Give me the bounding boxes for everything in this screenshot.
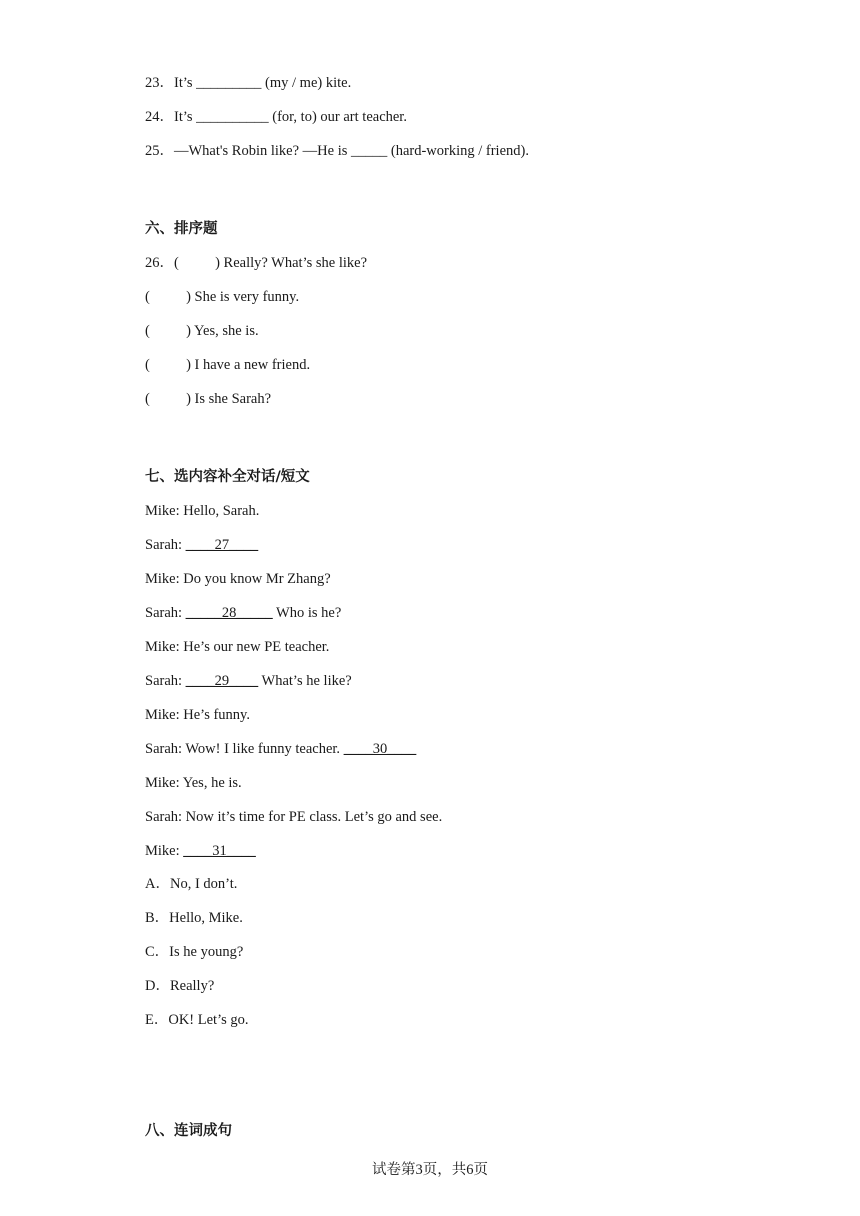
dialogue-line: Mike: Yes, he is. [145,775,242,791]
dialogue-line: Mike: He’s our new PE teacher. [145,639,330,655]
ordering-item-2: ( ) She is very funny. [145,289,300,305]
section-7-heading: 七、选内容补全对话/短文 [145,469,310,485]
question-23: 23．It’s _________ (my / me) kite. [145,75,352,91]
option-b: B．Hello, Mike. [145,910,243,926]
option-e: E．OK! Let’s go. [145,1012,249,1028]
blank-31: ____31____ [183,843,256,859]
dialogue-line: Mike: He’s funny. [145,707,250,723]
ordering-item-3: ( ) Yes, she is. [145,323,259,339]
ordering-item-1: 26．( ) Really? What’s she like? [145,255,368,271]
dialogue-line: Sarah: ____29____ What’s he like? [145,673,352,689]
option-d: D．Really? [145,978,215,994]
blank-30: ____30____ [343,741,417,757]
blank-29: ____29____ [185,673,259,689]
dialogue-line: Sarah: Now it’s time for PE class. Let’s go and see. [145,809,443,825]
question-24: 24．It’s __________ (for, to) our art teacher. [145,109,407,125]
blank-27: ____27____ [185,537,259,553]
blank-28: _____28_____ [185,605,273,621]
option-c: C．Is he young? [145,944,244,960]
page-footer: 试卷第3页，共6页 [372,1162,488,1178]
dialogue-line: Sarah: ____27____ [145,537,259,553]
dialogue-line: Sarah: _____28_____ Who is he? [145,605,342,621]
dialogue-line: Mike: Do you know Mr Zhang? [145,571,331,587]
dialogue-line: Mike: Hello, Sarah. [145,503,260,519]
question-25: 25．—What's Robin like? —He is _____ (hard-working / friend). [145,143,529,159]
section-6-heading: 六、排序题 [145,221,218,237]
ordering-item-4: ( ) I have a new friend. [145,357,311,373]
ordering-item-5: ( ) Is she Sarah? [145,391,272,407]
dialogue-line: Mike: ____31____ [145,843,256,859]
dialogue-line: Sarah: Wow! I like funny teacher. ____30____ [145,741,417,757]
option-a: A．No, I don’t. [145,876,238,892]
section-8-heading: 八、连词成句 [145,1123,232,1139]
